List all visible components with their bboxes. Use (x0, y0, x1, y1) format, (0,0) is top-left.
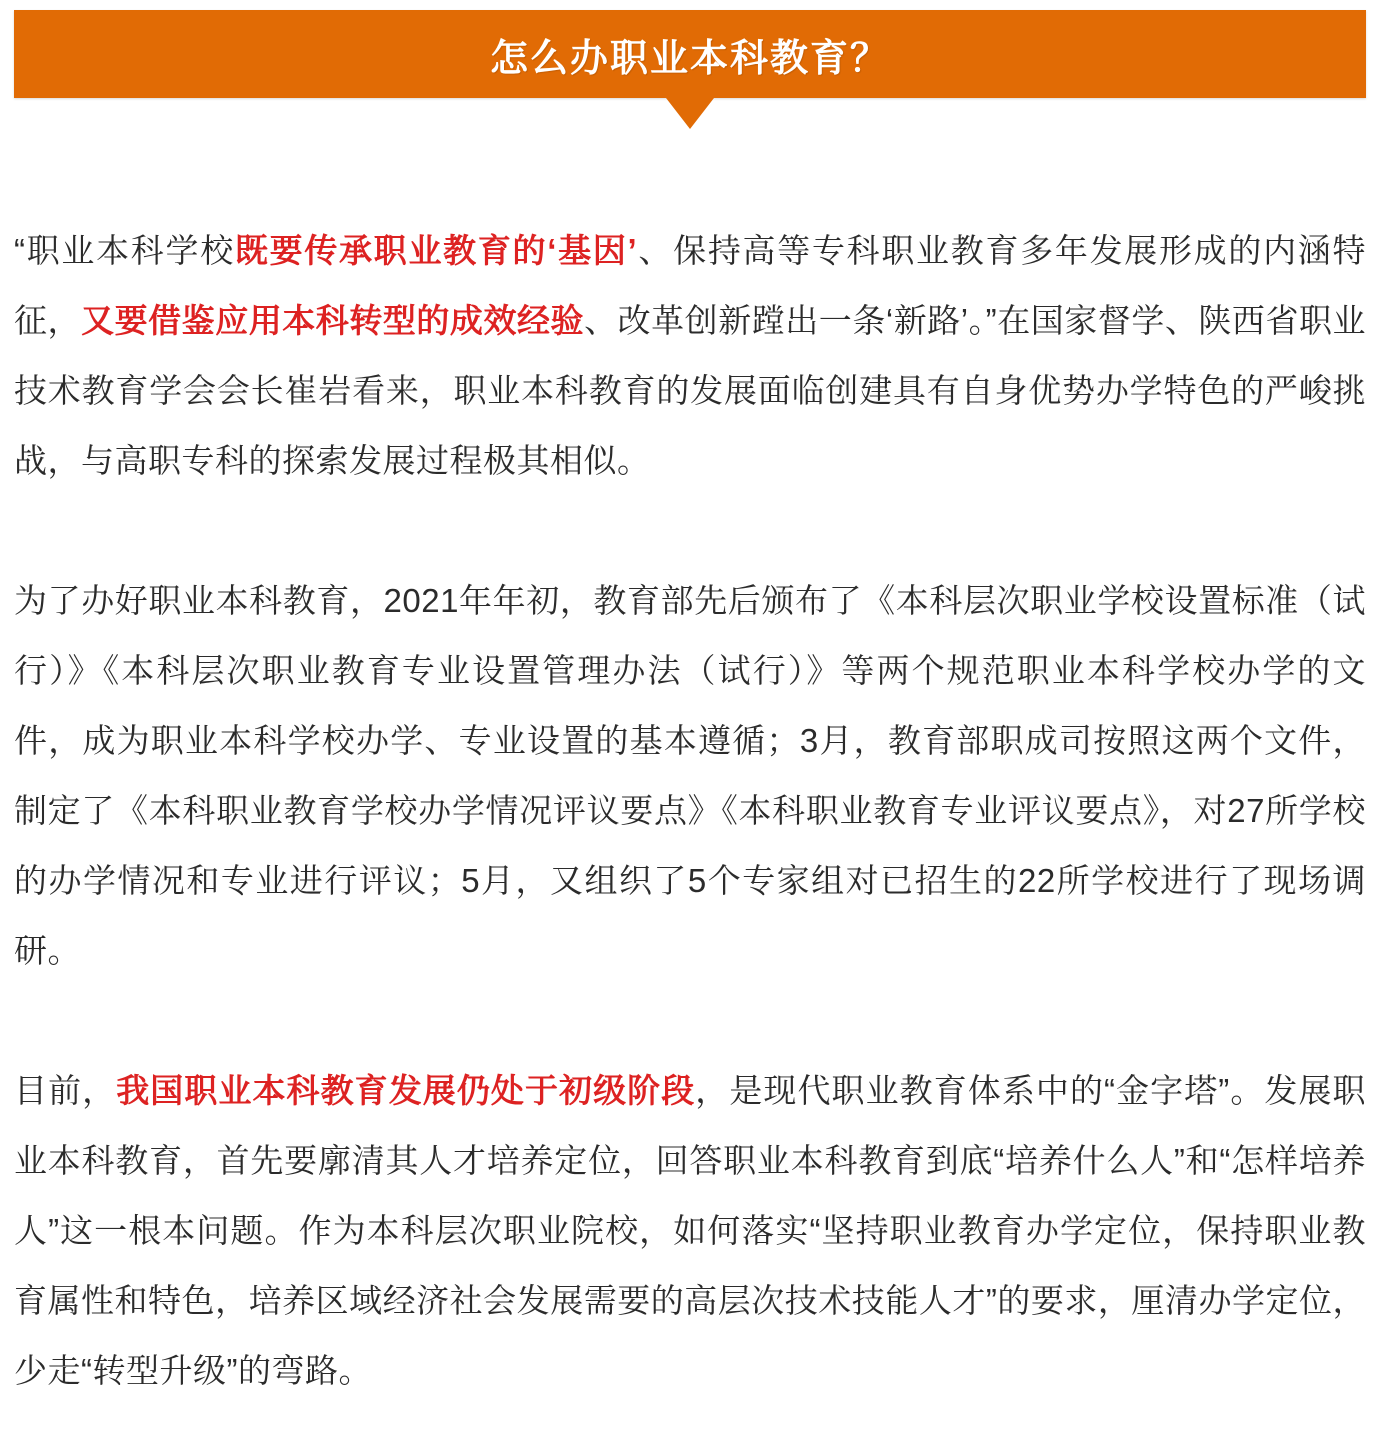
highlighted-text: 既要传承职业教育的‘基因’ (234, 232, 638, 269)
paragraph (14, 1056, 1366, 1406)
text-segment: “职业本科学校 (14, 232, 235, 269)
text-segment: 目前， (14, 1072, 117, 1109)
banner-pointer-triangle-icon (666, 98, 714, 129)
paragraph (14, 566, 1366, 986)
text-segment: 为了办好职业本科教育，2021年年初，教育部先后颁布了《本科层次职业学校设置标准（试行）》《本科层次职业教育专业设置管理办法（试行）》等两个规范职业本科学校办学的文件，成为职业本科学校办学、专业设置的基本遵循；3月，教育部职成司按照这两个文件，制定了《本科职业教育学校办学情况评议要点》《本科职业教育专业评议要点》，对27所学校的办学情况和专业进行评议；5月，又组织了5个专家组对已招生的22所学校进行了现场调研。 (14, 582, 1366, 969)
text-segment: 、保持高等专科职业教育多年发展形成的内涵特征， (14, 232, 1367, 339)
text-segment: ，是现代职业教育体系中的“金字塔”。发展职业本科教育，首先要廓清其人才培养定位，回答职业本科教育到底“培养什么人”和“怎样培养人”这一根本问题。作为本科层次职业院校，如何落实“坚持职业教育办学定位，保持职业教育属性和特色，培养区域经济社会发展需要的高层次技术技能人才”的要求，厘清办学定位，少走“转型升级”的弯路。 (14, 1072, 1367, 1389)
article-body (14, 216, 1366, 1406)
text-segment: 、改革创新蹚出一条‘新路’。”在国家督学、陕西省职业技术教育学会会长崔岩看来，职业本科教育的发展面临创建具有自身优势办学特色的严峻挑战，与高职专科的探索发展过程极其相似。 (14, 302, 1367, 479)
paragraph (14, 216, 1366, 496)
banner (14, 10, 1366, 98)
highlighted-text: 又要借鉴应用本科转型的成效经验 (81, 302, 585, 339)
highlighted-text: 我国职业本科教育发展仍处于初级阶段 (116, 1072, 696, 1109)
banner-title: 怎么办职业本科教育？ (489, 37, 890, 80)
